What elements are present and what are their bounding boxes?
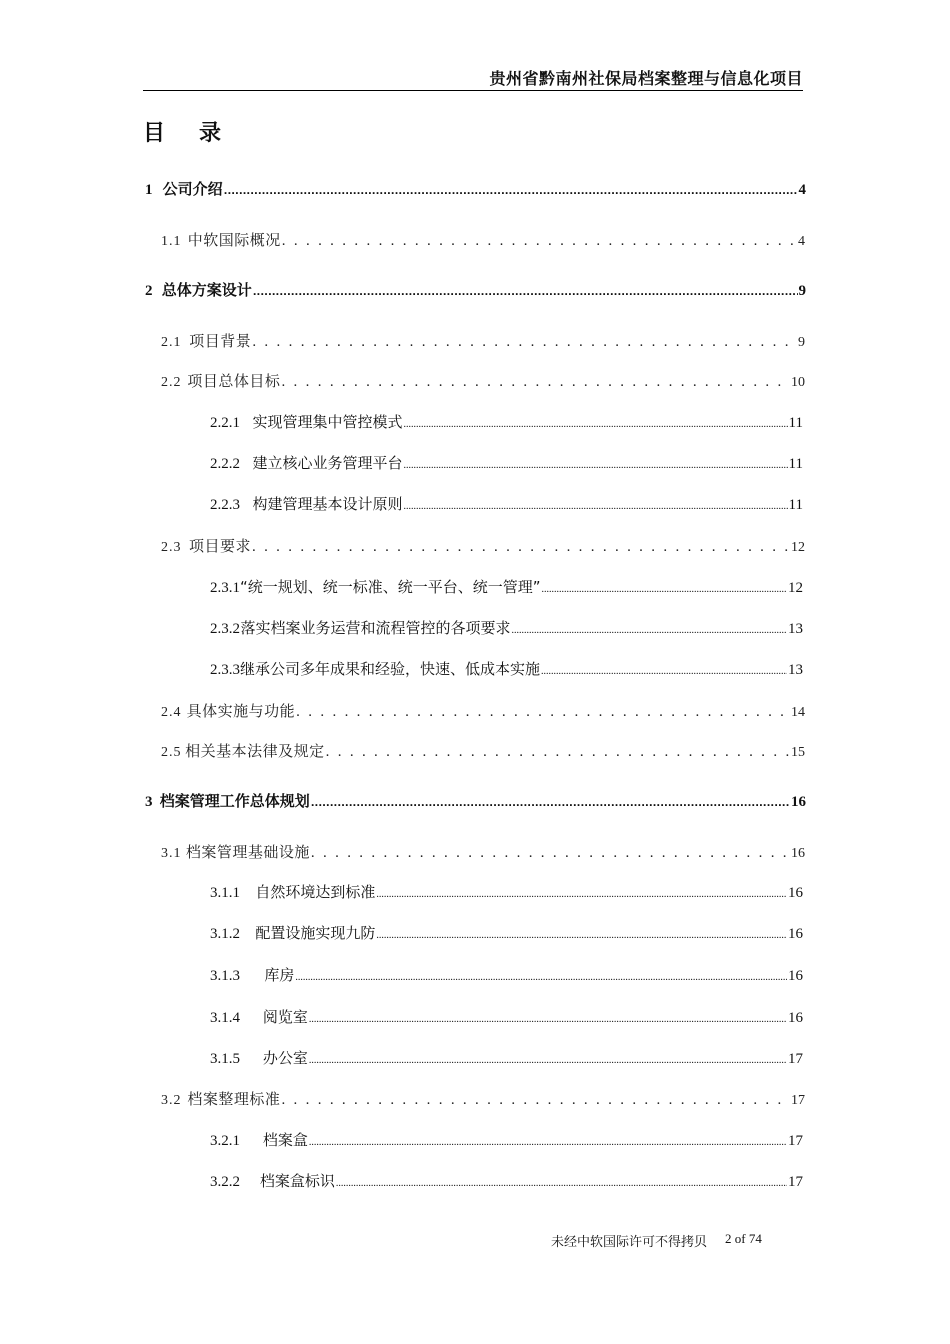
toc-dot-leader [542, 580, 787, 597]
toc-entry-number: 3.1.1 [210, 885, 240, 901]
toc-dot-leader [541, 662, 787, 679]
toc-entry-page: 17 [788, 1133, 803, 1149]
toc-entry-title: 档案整理标准 [187, 1090, 281, 1108]
toc-entry-title: 建立核心业务管理平台 [252, 454, 403, 472]
toc-entry-number: 2.3.3 [210, 662, 240, 678]
toc-entry-title: 相关基本法律及规定 [185, 742, 325, 760]
toc-entry-number: 2.3 [161, 540, 182, 555]
toc-dot-leader [309, 1010, 787, 1027]
toc-entry[interactable] [210, 617, 803, 638]
toc-entry[interactable] [161, 370, 805, 391]
toc-dot-leader [376, 885, 787, 902]
toc-entry-page: 13 [788, 662, 803, 678]
toc-entry-title: 档案管理基础设施 [185, 843, 310, 861]
toc-dot-leader [403, 497, 787, 514]
toc-dot-leader [309, 1133, 787, 1150]
toc-entry-page: 11 [788, 415, 803, 431]
toc-entry[interactable] [210, 922, 803, 943]
toc-entry-number: 2.4 [161, 705, 182, 720]
toc-entry-page: 9 [798, 283, 806, 299]
toc-entry[interactable] [161, 740, 805, 761]
toc-entry-number: 3 [145, 794, 153, 810]
toc-entry[interactable] [210, 1006, 803, 1027]
toc-entry-title: 继承公司多年成果和经验，快速、低成本实施 [240, 660, 541, 678]
toc-entry-number: 3.1.3 [210, 968, 240, 984]
toc-dot-leader [403, 415, 787, 432]
toc-entry-title: 办公室 [262, 1049, 308, 1067]
toc-entry[interactable] [210, 881, 803, 902]
toc-entry-number: 3.2.2 [210, 1174, 240, 1190]
toc-entry-title: 项目背景 [189, 332, 252, 350]
toc-dot-leader [309, 1051, 787, 1068]
toc-dot-leader [252, 539, 790, 556]
toc-entry-number: 3.1.2 [210, 926, 240, 942]
toc-entry-page: 17 [788, 1051, 803, 1067]
toc-entry-number: 2.2.2 [210, 456, 240, 472]
toc-entry[interactable] [210, 411, 803, 432]
toc-entry-title: 阅览室 [262, 1008, 308, 1026]
toc-entry-page: 4 [798, 234, 805, 249]
toc-entry-page: 16 [791, 794, 806, 810]
toc-dot-leader [282, 233, 797, 250]
toc-entry-number: 3.2 [161, 1093, 182, 1108]
toc-entry-title: “统一规划、统一标准、统一平台、统一管理” [240, 578, 541, 596]
toc-entry-number: 1 [145, 182, 153, 198]
toc-entry[interactable] [210, 1170, 803, 1191]
toc-entry[interactable] [161, 330, 805, 351]
toc-entry-page: 16 [788, 926, 803, 942]
toc-entry[interactable] [210, 1047, 803, 1068]
toc-entry-title: 档案管理工作总体规划 [159, 792, 310, 810]
toc-entry-number: 2.2.1 [210, 415, 240, 431]
toc-entry-number: 3.1.5 [210, 1051, 240, 1067]
toc-entry-number: 3.1.4 [210, 1010, 240, 1026]
toc-dot-leader [281, 374, 790, 391]
toc-entry-title: 档案盒标识 [259, 1172, 335, 1190]
toc-entry-title: 项目要求 [188, 537, 251, 555]
toc-entry[interactable] [161, 841, 805, 862]
toc-entry-page: 15 [791, 745, 805, 760]
toc-entry-title: 具体实施与功能 [186, 702, 296, 720]
toc-dot-leader [403, 456, 787, 473]
toc-entry-number: 1.1 [161, 234, 182, 249]
toc-entry-number: 3.1 [161, 846, 182, 861]
toc-entry-page: 4 [798, 182, 806, 198]
toc-entry-page: 16 [788, 1010, 803, 1026]
toc-title: 目录 [143, 121, 256, 146]
toc-entry[interactable] [161, 535, 805, 556]
toc-dot-leader [253, 281, 798, 299]
toc-dot-leader [511, 621, 787, 638]
toc-dot-leader [326, 744, 790, 761]
toc-entry-page: 12 [791, 540, 805, 555]
toc-entry-page: 16 [788, 885, 803, 901]
toc-dot-leader [252, 334, 797, 351]
toc-entry-page: 16 [788, 968, 803, 984]
toc-entry[interactable] [210, 1129, 803, 1150]
toc-entry-page: 9 [798, 335, 805, 350]
toc-dot-leader [224, 180, 798, 198]
toc-entry-title: 项目总体目标 [187, 372, 281, 390]
toc-entry-page: 17 [788, 1174, 803, 1190]
toc-entry-page: 14 [791, 705, 805, 720]
toc-entry-title: 实现管理集中管控模式 [252, 413, 403, 431]
toc-entry-number: 3.2.1 [210, 1133, 240, 1149]
toc-dot-leader [311, 792, 790, 810]
toc-entry-number: 2.2.3 [210, 497, 240, 513]
toc-entry[interactable] [210, 452, 803, 473]
toc-entry[interactable] [210, 964, 803, 985]
footer-page-number: 2 of 74 [725, 1231, 762, 1246]
toc-dot-leader [296, 704, 790, 721]
toc-dot-leader [336, 1174, 787, 1191]
toc-entry[interactable] [210, 576, 803, 597]
toc-entry-title: 档案盒 [262, 1131, 308, 1149]
toc-entry-title: 自然环境达到标准 [255, 883, 376, 901]
toc-entry[interactable] [210, 658, 803, 679]
toc-entry-page: 17 [791, 1093, 805, 1108]
toc-entry-title: 公司介绍 [162, 180, 223, 198]
toc-entry[interactable] [161, 229, 805, 250]
toc-entry-title: 库房 [264, 966, 295, 984]
toc-entry[interactable] [161, 700, 805, 721]
toc-entry-number: 2.2 [161, 375, 182, 390]
toc-entry-page: 11 [788, 497, 803, 513]
toc-entry-page: 10 [791, 375, 805, 390]
toc-entry-page: 13 [788, 621, 803, 637]
toc-entry-title: 总体方案设计 [161, 281, 252, 299]
toc-dot-leader [376, 926, 787, 943]
toc-entry-title: 中软国际概况 [187, 231, 281, 249]
toc-entry[interactable] [145, 279, 806, 300]
toc-entry-number: 2.3.1 [210, 580, 240, 596]
toc-entry[interactable] [210, 493, 803, 514]
toc-entry-number: 2.3.2 [210, 621, 240, 637]
toc-dot-leader [281, 1092, 790, 1109]
toc-entry-title: 配置设施实现九防 [255, 924, 376, 942]
toc-entry-page: 12 [788, 580, 803, 596]
toc-entry[interactable] [161, 1088, 805, 1109]
toc-entry[interactable] [145, 178, 806, 199]
toc-entry-title: 构建管理基本设计原则 [252, 495, 403, 513]
toc-entry-page: 11 [788, 456, 803, 472]
footer-copyright-note: 未经中软国际许可不得拷贝 [551, 1235, 708, 1250]
toc-entry-number: 2.1 [161, 335, 182, 350]
toc-dot-leader [311, 845, 790, 862]
toc-entry-number: 2.5 [161, 745, 182, 760]
page-header [143, 64, 803, 91]
header-title: 贵州省黔南州社保局档案整理与信息化项目 [489, 69, 803, 88]
toc-entry-page: 16 [791, 846, 805, 861]
toc-dot-leader [295, 968, 787, 985]
toc-entry-title: 落实档案业务运营和流程管控的各项要求 [240, 619, 511, 637]
toc-entry-number: 2 [145, 283, 153, 299]
toc-entry[interactable] [145, 790, 806, 811]
